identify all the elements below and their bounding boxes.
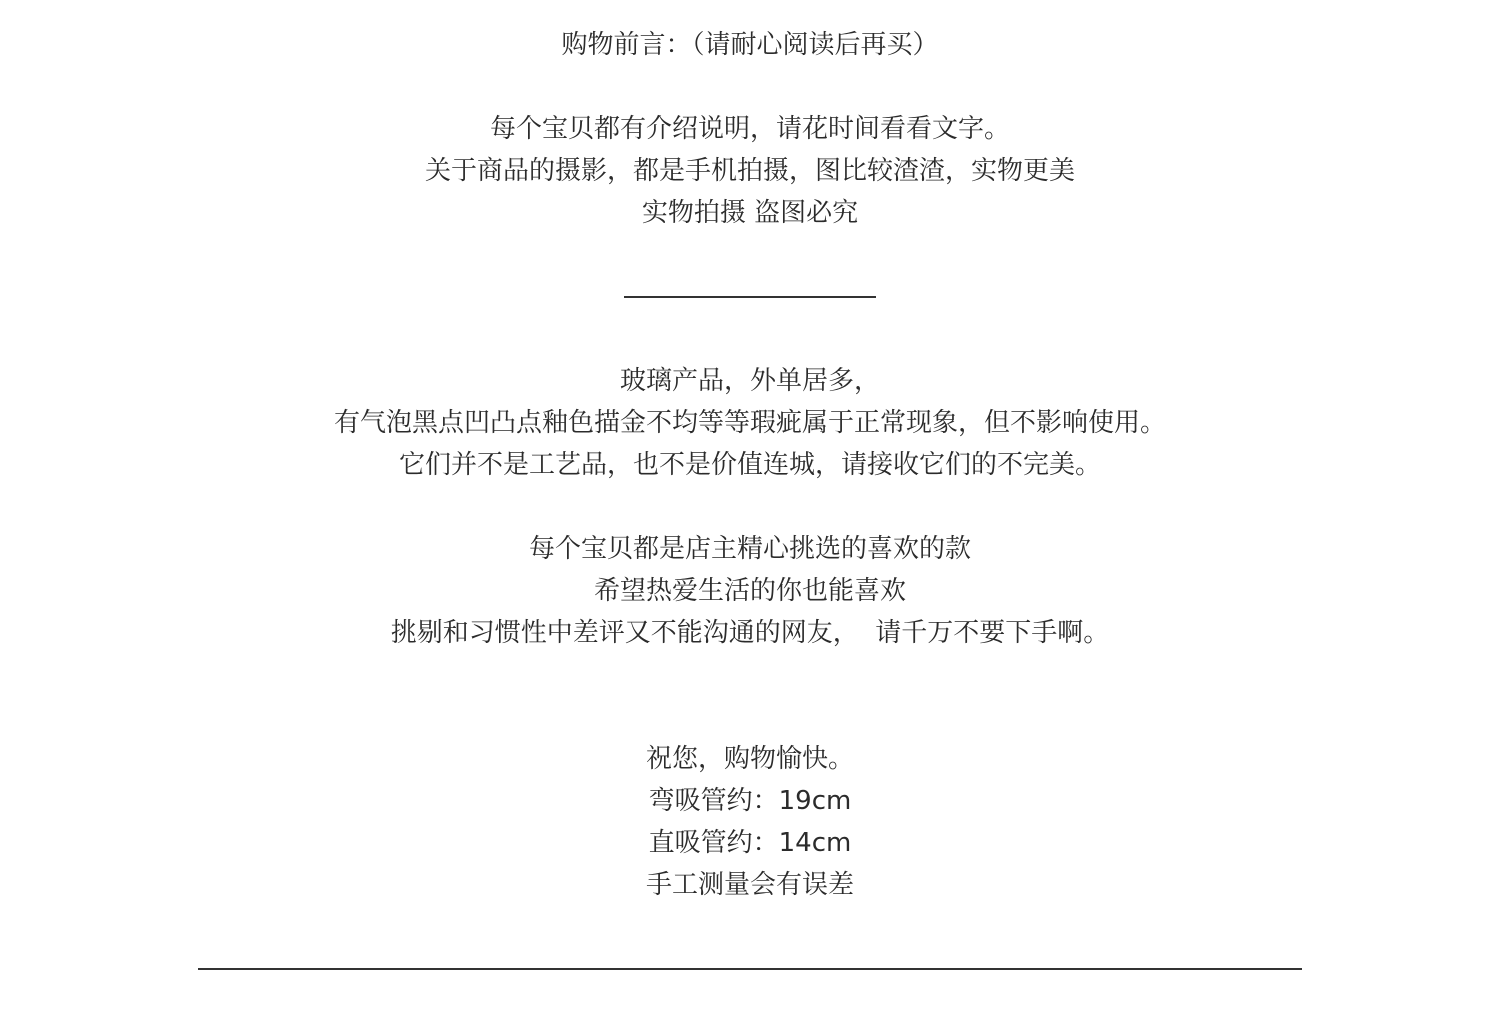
straight-straw-length: 直吸管约：14cm [648,828,852,858]
glass-line-1: 玻璃产品，外单居多， [619,366,880,396]
page-title: 购物前言：（请耐心阅读后再买） [561,30,939,60]
selection-line-1: 每个宝贝都是店主精心挑选的喜欢的款 [528,534,971,564]
selection-line-3: 挑剔和习惯性中差评又不能沟通的网友， 请千万不要下手啊。 [390,618,1110,648]
intro-line-2: 关于商品的摄影，都是手机拍摄，图比较渣渣，实物更美 [424,156,1075,186]
measurement-note: 手工测量会有误差 [645,870,854,900]
selection-line-2: 希望热爱生活的你也能喜欢 [593,576,906,606]
short-divider [624,296,876,298]
intro-line-1: 每个宝贝都有介绍说明，请花时间看看文字。 [489,114,1010,144]
glass-line-2: 有气泡黑点凹凸点釉色描金不均等等瑕疵属于正常现象，但不影响使用。 [333,408,1166,438]
closing-greeting: 祝您，购物愉快。 [645,744,854,774]
intro-line-3: 实物拍摄 盗图必究 [641,198,859,228]
glass-line-3: 它们并不是工艺品，也不是价值连城，请接收它们的不完美。 [398,450,1101,480]
curved-straw-length: 弯吸管约：19cm [648,786,852,816]
long-divider [198,968,1302,970]
